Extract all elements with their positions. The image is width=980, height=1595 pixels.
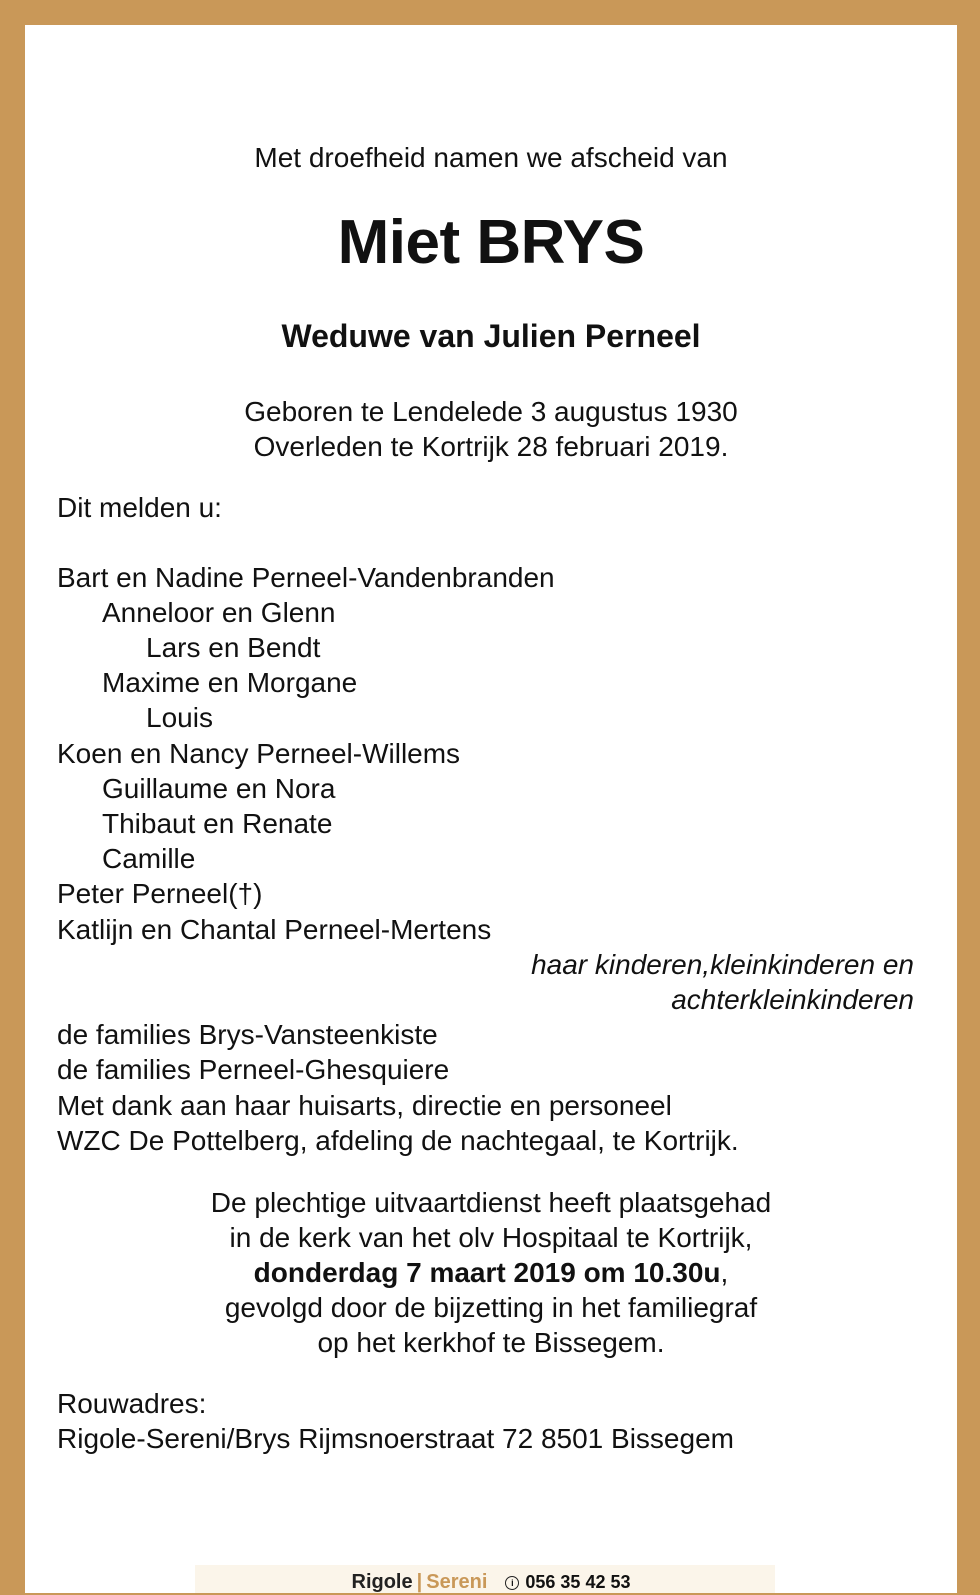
- service-date-suffix: ,: [720, 1257, 729, 1288]
- announce-text: Dit melden u:: [57, 492, 222, 523]
- deceased-name: Miet BRYS: [337, 208, 645, 277]
- service-date: donderdag 7 maart 2019 om 10.30u: [253, 1257, 721, 1288]
- family-member: Maxime en Morgane: [102, 667, 358, 698]
- family-member: Thibaut en Renate: [102, 808, 333, 839]
- service-line: gevolgd door de bijzetting in het familiegraf: [224, 1292, 758, 1323]
- service-date-line: [25, 1256, 957, 1290]
- address-label: Rouwadres:: [57, 1388, 207, 1419]
- family-member: Bart en Nadine Perneel-Vandenbranden: [57, 562, 555, 593]
- family-member: Koen en Nancy Perneel-Willems: [57, 738, 461, 769]
- info-circle-icon: i: [505, 1576, 519, 1590]
- family-member: Katlijn en Chantal Perneel-Mertens: [57, 914, 492, 945]
- address-text: Rigole-Sereni/Brys Rijmsnoerstraat 72 8501 Bissegem: [57, 1423, 734, 1454]
- widow-line: Weduwe van Julien Perneel: [281, 318, 701, 354]
- family-member: Peter Perneel(†): [57, 878, 263, 909]
- other-line: WZC De Pottelberg, afdeling de nachtegaal, te Kortrijk.: [57, 1125, 739, 1156]
- other-line: Met dank aan haar huisarts, directie en personeel: [57, 1090, 672, 1121]
- family-member: Camille: [102, 843, 196, 874]
- other-line: de families Brys-Vansteenkiste: [57, 1019, 438, 1050]
- died-line: Overleden te Kortrijk 28 februari 2019.: [253, 431, 729, 462]
- phone-number: 056 35 42 53: [525, 1572, 631, 1592]
- family-member: Anneloor en Glenn: [102, 597, 336, 628]
- intro-text: Met droefheid namen we afscheid van: [254, 142, 728, 173]
- relation-line: haar kinderen,kleinkinderen en: [531, 949, 914, 980]
- brand-rigole: Rigole: [351, 1571, 413, 1593]
- relation-line: achterkleinkinderen: [671, 984, 914, 1015]
- service-line: De plechtige uitvaartdienst heeft plaatsgehad: [210, 1187, 772, 1218]
- brand-sereni: Sereni: [426, 1571, 488, 1593]
- service-line: in de kerk van het olv Hospitaal te Kortrijk,: [229, 1222, 753, 1253]
- service-line: op het kerkhof te Bissegem.: [317, 1327, 665, 1358]
- brand-separator: |: [416, 1571, 423, 1593]
- obituary-card: [25, 25, 957, 1593]
- family-member: Guillaume en Nora: [102, 773, 336, 804]
- family-member: Louis: [146, 702, 213, 733]
- other-line: de families Perneel-Ghesquiere: [57, 1054, 450, 1085]
- funeral-home-footer: [25, 1569, 957, 1595]
- born-line: Geboren te Lendelede 3 augustus 1930: [244, 396, 738, 427]
- family-member: Lars en Bendt: [146, 632, 321, 663]
